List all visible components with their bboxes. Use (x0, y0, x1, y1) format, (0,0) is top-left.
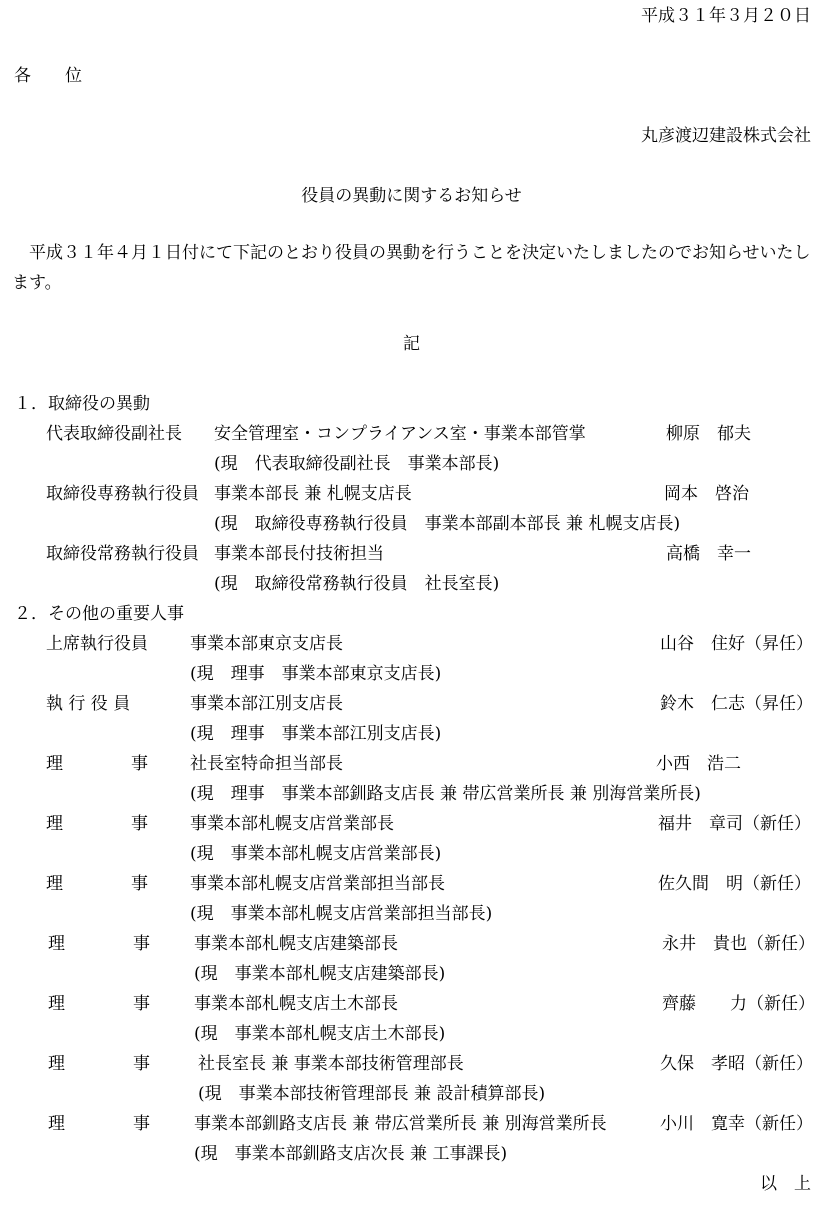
officer-row (0, 634, 823, 654)
section1-heading: １．取締役の異動 (14, 394, 150, 414)
entry-name: 小川 寛幸（新任） (660, 1114, 813, 1134)
entry-position: 事業本部札幌支店建築部長 (194, 934, 398, 954)
entry-title: 取締役常務執行役員 (46, 544, 199, 564)
entry-position: 事業本部札幌支店営業部長 (190, 814, 394, 834)
entry-previous: (現 事業本部札幌支店土木部長) (194, 1024, 446, 1044)
entry-title: 理 事 (48, 1114, 150, 1134)
entry-title: 理 事 (46, 754, 148, 774)
entry-title: 取締役専務執行役員 (46, 484, 199, 504)
entry-previous: (現 代表取締役副社長 事業本部長) (214, 454, 500, 474)
director-row (0, 484, 823, 504)
section2-heading: ２．その他の重要人事 (14, 604, 184, 624)
entry-title: 理 事 (46, 874, 148, 894)
officer-row (0, 874, 823, 894)
entry-previous: (現 事業本部札幌支店営業部長) (190, 844, 442, 864)
entry-name: 小西 浩二 (656, 754, 741, 774)
entry-previous: (現 取締役常務執行役員 社長室長) (214, 574, 500, 594)
intro-paragraph: 平成３１年４月１日付にて下記のとおり役員の異動を行うことを決定いたしましたのでお知らせいたします。 (12, 243, 811, 293)
entry-previous: (現 理事 事業本部東京支店長) (190, 664, 442, 684)
entry-title: 理 事 (48, 1054, 150, 1074)
entry-previous: (現 理事 事業本部江別支店長) (190, 724, 442, 744)
entry-position: 安全管理室・コンプライアンス室・事業本部管掌 (214, 424, 586, 444)
entry-name: 福井 章司（新任） (658, 814, 811, 834)
document-date: 平成３１年３月２０日 (641, 6, 811, 26)
entry-position: 事業本部長 兼 札幌支店長 (214, 484, 412, 504)
entry-position: 事業本部札幌支店土木部長 (194, 994, 398, 1014)
closing-mark: 以 上 (760, 1174, 811, 1194)
entry-previous: (現 理事 事業本部釧路支店長 兼 帯広営業所長 兼 別海営業所長) (190, 784, 701, 804)
addressee: 各 位 (14, 66, 82, 86)
entry-name: 久保 孝昭（新任） (660, 1054, 813, 1074)
entry-name: 柳原 郁夫 (666, 424, 751, 444)
entry-position: 社長室特命担当部長 (190, 754, 343, 774)
entry-title: 理 事 (48, 994, 150, 1014)
officer-row (0, 754, 823, 774)
company-name: 丸彦渡辺建設株式会社 (641, 126, 811, 146)
entry-previous: (現 事業本部釧路支店次長 兼 工事課長) (194, 1144, 508, 1164)
entry-title: 執 行 役 員 (46, 694, 131, 714)
director-row (0, 544, 823, 564)
entry-name: 永井 貴也（新任） (662, 934, 815, 954)
entry-position: 事業本部釧路支店長 兼 帯広営業所長 兼 別海営業所長 (194, 1114, 607, 1134)
entry-title: 代表取締役副社長 (46, 424, 182, 444)
officer-row (0, 1054, 823, 1074)
entry-position: 事業本部長付技術担当 (214, 544, 384, 564)
entry-previous: (現 事業本部札幌支店建築部長) (194, 964, 446, 984)
entry-name: 佐久間 明（新任） (658, 874, 811, 894)
entry-name: 鈴木 仁志（昇任） (660, 694, 813, 714)
officer-row (0, 934, 823, 954)
officer-row (0, 1114, 823, 1134)
entry-previous: (現 取締役専務執行役員 事業本部副本部長 兼 札幌支店長) (214, 514, 681, 534)
officer-row (0, 994, 823, 1014)
director-row (0, 424, 823, 444)
entry-previous: (現 事業本部技術管理部長 兼 設計積算部長) (198, 1084, 546, 1104)
entry-position: 事業本部札幌支店営業部担当部長 (190, 874, 445, 894)
entry-name: 高橋 幸一 (666, 544, 751, 564)
officer-row (0, 814, 823, 834)
entry-name: 山谷 住好（昇任） (660, 634, 813, 654)
entry-title: 上席執行役員 (46, 634, 148, 654)
officer-row (0, 694, 823, 714)
entry-title: 理 事 (46, 814, 148, 834)
entry-position: 社長室長 兼 事業本部技術管理部長 (198, 1054, 464, 1074)
entry-name: 齊藤 力（新任） (662, 994, 815, 1014)
notice-title: 役員の異動に関するお知らせ (301, 186, 522, 206)
entry-position: 事業本部東京支店長 (190, 634, 343, 654)
entry-position: 事業本部江別支店長 (190, 694, 343, 714)
ki-marker: 記 (403, 334, 420, 354)
entry-previous: (現 事業本部札幌支店営業部担当部長) (190, 904, 493, 924)
entry-title: 理 事 (48, 934, 150, 954)
entry-name: 岡本 啓治 (664, 484, 749, 504)
